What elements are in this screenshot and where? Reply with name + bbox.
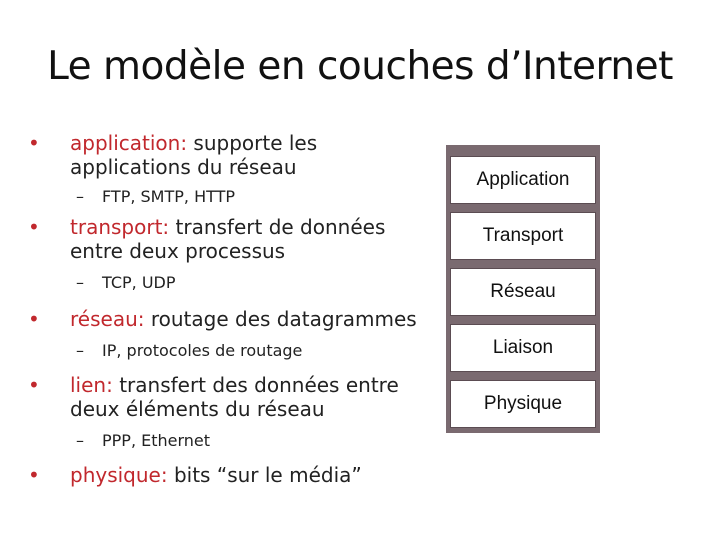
layer-transport: Transport: [450, 212, 596, 260]
bullet-term: physique:: [70, 463, 168, 487]
bullet-dot: •: [28, 131, 40, 155]
bullet-physique: [26, 463, 426, 487]
bullet-text: routage des datagrammes: [144, 307, 417, 331]
dash-glyph: –: [76, 431, 84, 450]
bullet-application: [26, 131, 426, 179]
layer-liaison: Liaison: [450, 324, 596, 372]
bullet-lien: [26, 373, 426, 421]
bullet-dot: •: [28, 373, 40, 397]
sub-bullet-text: FTP, SMTP, HTTP: [102, 187, 236, 206]
layer-reseau: Réseau: [450, 268, 596, 316]
sub-bullet: [26, 273, 426, 293]
bullet-transport: [26, 215, 426, 263]
sub-bullet-text: IP, protocoles de routage: [102, 341, 303, 360]
layer-application: Application: [450, 156, 596, 204]
bullet-text: transfert de données entre deux processus: [70, 215, 386, 263]
slide-title: Le modèle en couches d’Internet: [47, 44, 673, 89]
bullet-dot: •: [28, 463, 40, 487]
bullet-dot: •: [28, 215, 40, 239]
bullet-text: supporte les applications du réseau: [70, 131, 318, 179]
bullet-term: transport:: [70, 215, 170, 239]
sub-bullet: [26, 341, 426, 361]
bullet-list: [26, 131, 426, 487]
protocol-stack-diagram: [446, 145, 600, 433]
bullet-term: application:: [70, 131, 188, 155]
bullet-text: transfert des données entre deux éléments du réseau: [70, 373, 399, 421]
layer-physique: Physique: [450, 380, 596, 428]
dash-glyph: –: [76, 341, 84, 360]
bullet-dot: •: [28, 307, 40, 331]
bullet-term: lien:: [70, 373, 113, 397]
dash-glyph: –: [76, 187, 84, 206]
sub-bullet-text: PPP, Ethernet: [102, 431, 211, 450]
bullet-reseau: [26, 307, 426, 331]
sub-bullet-text: TCP, UDP: [102, 273, 176, 292]
bullet-term: réseau:: [70, 307, 145, 331]
bullet-text: bits “sur le média”: [167, 463, 362, 487]
sub-bullet: [26, 187, 426, 207]
dash-glyph: –: [76, 273, 84, 292]
sub-bullet: [26, 431, 426, 451]
